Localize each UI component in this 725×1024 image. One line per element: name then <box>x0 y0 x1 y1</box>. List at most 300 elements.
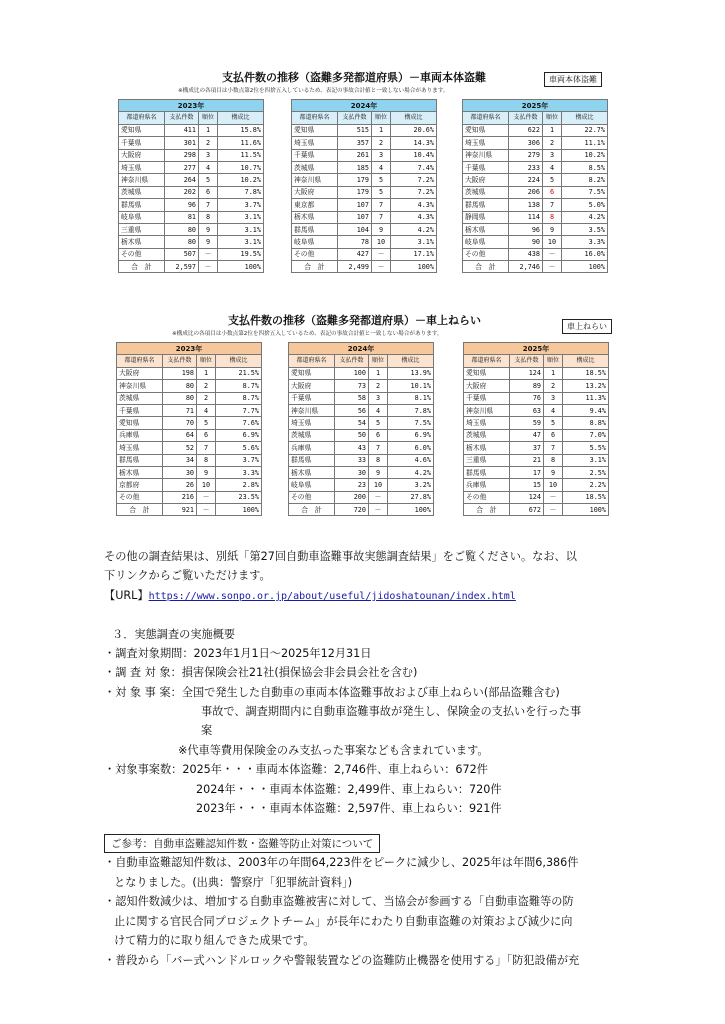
prefecture-cell: 京都府 <box>117 479 163 491</box>
case-count-2024: 2024年・・・車両本体盗難：2,499件、車上ねらい：720件 <box>196 783 502 796</box>
table-row <box>119 248 264 260</box>
ratio-cell: 7.8% <box>218 186 264 198</box>
column-header: 構成比 <box>563 355 609 367</box>
table-row <box>292 248 437 260</box>
ratio-cell: 4.2% <box>391 223 437 235</box>
count-cell: 224 <box>509 174 543 186</box>
ratio-cell: 100% <box>388 504 434 516</box>
table-row <box>292 174 437 186</box>
column-header: 構成比 <box>391 112 437 124</box>
prefecture-cell: 群馬県 <box>289 454 335 466</box>
table-row <box>289 504 434 516</box>
reference-item1-line1: ・自動車盗難認知件数は、2003年の年間64,223件をピークに減少し、2025年は年間6,386件 <box>104 856 579 869</box>
table-row <box>119 137 264 149</box>
rank-cell: 10 <box>544 479 563 491</box>
column-header: 都道府県名 <box>463 112 509 124</box>
ratio-cell: 100% <box>216 504 262 516</box>
table-row <box>117 504 262 516</box>
column-header: 支払件数 <box>338 112 372 124</box>
reference-item2-line1: ・認知件数減少は、増加する自動車盗難被害に対して、当協会が参画する「自動車盗難等の防 <box>104 895 574 908</box>
prefecture-cell: 大阪府 <box>464 380 510 392</box>
prefecture-cell: 千葉県 <box>119 137 165 149</box>
table-row <box>464 479 609 491</box>
table-row <box>289 429 434 441</box>
rank-cell: 7 <box>369 442 388 454</box>
ratio-cell: 5.5% <box>563 442 609 454</box>
rank-cell: － <box>372 248 391 260</box>
section1-note: ※構成比の各項目は小数点第2位を四捨五入しているため、表記の事故合計値と一致しない場合があります。 <box>178 88 449 94</box>
prefecture-cell: 愛知県 <box>119 124 165 136</box>
table-row <box>117 380 262 392</box>
table-row <box>463 223 608 235</box>
count-cell: 306 <box>509 137 543 149</box>
table-row <box>289 442 434 454</box>
ratio-cell: 8.5% <box>562 161 608 173</box>
table-row <box>464 417 609 429</box>
rank-cell: 4 <box>369 404 388 416</box>
table-row <box>292 199 437 211</box>
ratio-cell: 3.1% <box>391 236 437 248</box>
prefecture-cell: 岐阜県 <box>289 479 335 491</box>
rank-cell: 9 <box>369 466 388 478</box>
count-cell: 438 <box>509 248 543 260</box>
prefecture-cell: 茨城県 <box>463 186 509 198</box>
ratio-cell: 27.8% <box>388 491 434 503</box>
count-cell: 179 <box>338 186 372 198</box>
prefecture-cell: 群馬県 <box>463 199 509 211</box>
rank-cell: 2 <box>543 137 562 149</box>
prefecture-cell: 静岡県 <box>463 211 509 223</box>
survey-cases-line1: ・対 象 事 案：全国で発生した自動車の車両本体盗難事故および車上ねらい(部品盗難含む) <box>104 686 560 699</box>
rank-cell: 5 <box>372 174 391 186</box>
prefecture-cell: 栃木県 <box>463 223 509 235</box>
rank-cell: 8 <box>197 454 216 466</box>
count-cell: 206 <box>509 186 543 198</box>
rank-cell: 7 <box>543 199 562 211</box>
rank-cell: 3 <box>372 149 391 161</box>
rank-cell: 2 <box>197 380 216 392</box>
rank-cell: 9 <box>543 223 562 235</box>
rank-cell: － <box>543 261 562 273</box>
column-header: 構成比 <box>218 112 264 124</box>
prefecture-cell: 茨城県 <box>289 429 335 441</box>
table-row <box>292 211 437 223</box>
ratio-cell: 11.3% <box>563 392 609 404</box>
section2-note: ※構成比の各項目は小数点第2位を四捨五入しているため、表記の事故合計値と一致しない場合があります。 <box>172 331 443 337</box>
ratio-cell: 4.2% <box>562 211 608 223</box>
column-header: 都道府県名 <box>289 355 335 367</box>
count-cell: 17 <box>510 466 544 478</box>
table-row <box>117 454 262 466</box>
count-cell: 58 <box>335 392 369 404</box>
rank-cell: － <box>543 248 562 260</box>
table-row <box>119 236 264 248</box>
table-break-in-2023 <box>116 342 262 516</box>
count-cell: 921 <box>163 504 197 516</box>
count-cell: 34 <box>163 454 197 466</box>
prefecture-cell: 群馬県 <box>464 466 510 478</box>
ratio-cell: 18.5% <box>563 367 609 379</box>
prefecture-cell: 三重県 <box>119 223 165 235</box>
rank-cell: 1 <box>199 124 218 136</box>
para-other-results-line2: 下リンクからご覧いただけます。 <box>104 569 271 582</box>
case-count-2025: 2025年・・・車両本体盗難：2,746件、車上ねらい：672件 <box>182 763 488 776</box>
ratio-cell: 100% <box>218 261 264 273</box>
column-header: 順位 <box>197 355 216 367</box>
section1-title: 支払件数の推移（盗難多発都道府県）－車両本体盗難 <box>222 71 486 84</box>
section2-tag: 車上ねらい <box>562 319 612 334</box>
count-cell: 80 <box>165 236 199 248</box>
count-cell: 96 <box>165 199 199 211</box>
count-cell: 70 <box>163 417 197 429</box>
reference-item1-line2: となりました。(出典：警察庁「犯罪統計資料」) <box>114 876 353 889</box>
prefecture-cell: 群馬県 <box>292 223 338 235</box>
prefecture-cell: 埼玉県 <box>289 417 335 429</box>
count-cell: 216 <box>163 491 197 503</box>
count-cell: 277 <box>165 161 199 173</box>
rank-cell: 8 <box>543 211 562 223</box>
prefecture-cell: 岐阜県 <box>292 236 338 248</box>
count-cell: 124 <box>510 491 544 503</box>
count-cell: 76 <box>510 392 544 404</box>
rank-cell: 3 <box>544 392 563 404</box>
rank-cell: － <box>197 504 216 516</box>
stats-table <box>291 99 437 273</box>
count-cell: 50 <box>335 429 369 441</box>
ratio-cell: 9.4% <box>563 404 609 416</box>
table-row <box>463 261 608 273</box>
table-row <box>463 199 608 211</box>
rank-cell: 7 <box>197 442 216 454</box>
ratio-cell: 21.5% <box>216 367 262 379</box>
stats-table <box>463 342 609 516</box>
table-row <box>117 404 262 416</box>
column-header: 順位 <box>372 112 391 124</box>
survey-cases-note: ※代車等費用保険金のみ支払った事案なども含まれています。 <box>178 744 489 757</box>
rank-cell: － <box>199 261 218 273</box>
prefecture-cell: 愛知県 <box>463 124 509 136</box>
table-row <box>119 149 264 161</box>
rank-cell: 8 <box>544 454 563 466</box>
rank-cell: 9 <box>199 223 218 235</box>
ratio-cell: 8.2% <box>562 174 608 186</box>
count-cell: 59 <box>510 417 544 429</box>
url-link[interactable]: https://www.sonpo.or.jp/about/useful/jidoshatounan/index.html <box>148 591 516 602</box>
prefecture-cell: 群馬県 <box>119 199 165 211</box>
column-header: 支払件数 <box>335 355 369 367</box>
ratio-cell: 11.6% <box>218 137 264 149</box>
count-cell: 15 <box>510 479 544 491</box>
url-label: 【URL】 <box>104 589 149 602</box>
rank-cell: 6 <box>199 186 218 198</box>
ratio-cell: 23.5% <box>216 491 262 503</box>
table-row <box>463 174 608 186</box>
count-cell: 90 <box>509 236 543 248</box>
rank-cell: － <box>544 491 563 503</box>
rank-cell: 2 <box>369 380 388 392</box>
rank-cell: 5 <box>543 174 562 186</box>
rank-cell: 9 <box>197 466 216 478</box>
prefecture-cell: 兵庫県 <box>464 479 510 491</box>
ratio-cell: 7.2% <box>391 186 437 198</box>
count-cell: 73 <box>335 380 369 392</box>
section3-heading: ３．実態調査の実施概要 <box>112 628 236 641</box>
table-row <box>292 236 437 248</box>
rank-cell: 10 <box>369 479 388 491</box>
rank-cell: 10 <box>197 479 216 491</box>
rank-cell: 6 <box>543 186 562 198</box>
survey-cases-line2: 事故で、調査期間内に自動車盗難事故が発生し、保険金の支払いを行った事 <box>201 705 582 718</box>
rank-cell: － <box>197 491 216 503</box>
prefecture-cell: 栃木県 <box>119 236 165 248</box>
rank-cell: 7 <box>199 199 218 211</box>
rank-cell: 9 <box>199 236 218 248</box>
rank-cell: － <box>369 504 388 516</box>
ratio-cell: 3.5% <box>562 223 608 235</box>
prefecture-cell: 三重県 <box>464 454 510 466</box>
ratio-cell: 10.2% <box>562 149 608 161</box>
prefecture-cell: 栃木県 <box>289 466 335 478</box>
url-line <box>104 587 516 607</box>
table-row <box>289 380 434 392</box>
prefecture-cell: その他 <box>289 491 335 503</box>
count-cell: 114 <box>509 211 543 223</box>
prefecture-cell: 埼玉県 <box>292 137 338 149</box>
count-cell: 233 <box>509 161 543 173</box>
count-cell: 279 <box>509 149 543 161</box>
table-year-header: 2024年 <box>289 343 434 355</box>
table-row <box>117 429 262 441</box>
prefecture-cell: 兵庫県 <box>289 442 335 454</box>
ratio-cell: 8.7% <box>216 380 262 392</box>
table-row <box>289 491 434 503</box>
count-cell: 96 <box>509 223 543 235</box>
ratio-cell: 2.2% <box>563 479 609 491</box>
table-year-header: 2024年 <box>292 100 437 112</box>
table-row <box>463 211 608 223</box>
count-cell: 54 <box>335 417 369 429</box>
table-row <box>464 404 609 416</box>
count-cell: 23 <box>335 479 369 491</box>
table-row <box>289 479 434 491</box>
case-counts-line1 <box>104 761 488 780</box>
rank-cell: 7 <box>544 442 563 454</box>
ratio-cell: 7.5% <box>388 417 434 429</box>
ratio-cell: 13.9% <box>388 367 434 379</box>
count-cell: 21 <box>510 454 544 466</box>
prefecture-cell: 東京都 <box>292 199 338 211</box>
ratio-cell: 16.0% <box>562 248 608 260</box>
table-row <box>292 261 437 273</box>
ratio-cell: 7.2% <box>391 174 437 186</box>
ratio-cell: 100% <box>391 261 437 273</box>
column-header: 順位 <box>544 355 563 367</box>
count-cell: 37 <box>510 442 544 454</box>
ratio-cell: 2.8% <box>216 479 262 491</box>
count-cell: 198 <box>163 367 197 379</box>
prefecture-cell: 栃木県 <box>292 211 338 223</box>
table-break-in-2024 <box>288 342 434 516</box>
rank-cell: 4 <box>544 404 563 416</box>
count-cell: 264 <box>165 174 199 186</box>
rank-cell: 2 <box>372 137 391 149</box>
prefecture-cell: その他 <box>464 491 510 503</box>
section1-tag: 車両本体盗難 <box>544 72 602 87</box>
count-cell: 30 <box>163 466 197 478</box>
count-cell: 30 <box>335 466 369 478</box>
table-row <box>119 223 264 235</box>
ratio-cell: 3.7% <box>218 199 264 211</box>
column-header: 支払件数 <box>165 112 199 124</box>
prefecture-cell: 埼玉県 <box>119 161 165 173</box>
prefecture-cell: 埼玉県 <box>117 442 163 454</box>
table-row <box>289 392 434 404</box>
prefecture-cell: 大阪府 <box>463 174 509 186</box>
ratio-cell: 8.1% <box>388 392 434 404</box>
case-count-2023: 2023年・・・車両本体盗難：2,597件、車上ねらい：921件 <box>196 802 502 815</box>
prefecture-cell: 神奈川県 <box>463 149 509 161</box>
rank-cell: 5 <box>544 417 563 429</box>
count-cell: 622 <box>509 124 543 136</box>
table-row <box>464 392 609 404</box>
count-cell: 357 <box>338 137 372 149</box>
case-counts-label: ・対象事案数： <box>104 763 183 776</box>
table-row <box>464 442 609 454</box>
ratio-cell: 2.5% <box>563 466 609 478</box>
rank-cell: － <box>544 504 563 516</box>
rank-cell: 2 <box>197 392 216 404</box>
table-row <box>289 417 434 429</box>
stats-table <box>118 99 264 273</box>
prefecture-cell: 神奈川県 <box>119 174 165 186</box>
prefecture-cell: 岐阜県 <box>119 211 165 223</box>
rank-cell: 1 <box>372 124 391 136</box>
rank-cell: 2 <box>544 380 563 392</box>
prefecture-cell: 千葉県 <box>464 392 510 404</box>
ratio-cell: 18.5% <box>563 491 609 503</box>
table-row <box>292 124 437 136</box>
prefecture-cell: その他 <box>117 491 163 503</box>
column-header: 都道府県名 <box>119 112 165 124</box>
rank-cell: 1 <box>197 367 216 379</box>
rank-cell: － <box>369 491 388 503</box>
count-cell: 43 <box>335 442 369 454</box>
prefecture-cell: 大阪府 <box>117 367 163 379</box>
count-cell: 81 <box>165 211 199 223</box>
prefecture-cell: 大阪府 <box>292 186 338 198</box>
table-row <box>464 367 609 379</box>
prefecture-cell: 合 計 <box>117 504 163 516</box>
table-row <box>117 442 262 454</box>
count-cell: 107 <box>338 211 372 223</box>
reference-item2-line3: けて精力的に取り組んできた成果です。 <box>114 934 315 947</box>
rank-cell: 1 <box>543 124 562 136</box>
ratio-cell: 19.5% <box>218 248 264 260</box>
ratio-cell: 14.3% <box>391 137 437 149</box>
table-row <box>119 199 264 211</box>
table-row <box>117 466 262 478</box>
count-cell: 411 <box>165 124 199 136</box>
ratio-cell: 6.9% <box>216 429 262 441</box>
ratio-cell: 7.5% <box>562 186 608 198</box>
prefecture-cell: 埼玉県 <box>464 417 510 429</box>
prefecture-cell: 合 計 <box>289 504 335 516</box>
prefecture-cell: 大阪府 <box>289 380 335 392</box>
rank-cell: － <box>372 261 391 273</box>
ratio-cell: 11.1% <box>562 137 608 149</box>
count-cell: 26 <box>163 479 197 491</box>
column-header: 構成比 <box>216 355 262 367</box>
ratio-cell: 6.0% <box>388 442 434 454</box>
table-theft-2023 <box>118 99 264 273</box>
column-header: 都道府県名 <box>464 355 510 367</box>
count-cell: 71 <box>163 404 197 416</box>
prefecture-cell: 栃木県 <box>117 466 163 478</box>
ratio-cell: 7.6% <box>216 417 262 429</box>
prefecture-cell: 愛知県 <box>292 124 338 136</box>
count-cell: 80 <box>163 380 197 392</box>
section2-title: 支払件数の推移（盗難多発都道府県）－車上ねらい <box>228 314 481 327</box>
rank-cell: 10 <box>543 236 562 248</box>
count-cell: 298 <box>165 149 199 161</box>
column-header: 都道府県名 <box>292 112 338 124</box>
count-cell: 104 <box>338 223 372 235</box>
count-cell: 261 <box>338 149 372 161</box>
count-cell: 47 <box>510 429 544 441</box>
count-cell: 78 <box>338 236 372 248</box>
column-header: 順位 <box>199 112 218 124</box>
table-row <box>463 124 608 136</box>
table-row <box>289 466 434 478</box>
rank-cell: 5 <box>369 417 388 429</box>
prefecture-cell: 栃木県 <box>464 442 510 454</box>
reference-box-title: ご参考：自動車盗難認知件数・盗難等防止対策について <box>104 834 380 853</box>
column-header: 構成比 <box>562 112 608 124</box>
ratio-cell: 10.4% <box>391 149 437 161</box>
rank-cell: 1 <box>369 367 388 379</box>
table-year-header: 2025年 <box>464 343 609 355</box>
table-row <box>463 137 608 149</box>
table-row <box>119 211 264 223</box>
stats-table <box>462 99 608 273</box>
ratio-cell: 3.1% <box>218 211 264 223</box>
rank-cell: 2 <box>199 137 218 149</box>
count-cell: 33 <box>335 454 369 466</box>
prefecture-cell: 茨城県 <box>292 161 338 173</box>
prefecture-cell: その他 <box>292 248 338 260</box>
prefecture-cell: 埼玉県 <box>463 137 509 149</box>
count-cell: 185 <box>338 161 372 173</box>
table-row <box>119 186 264 198</box>
count-cell: 138 <box>509 199 543 211</box>
ratio-cell: 3.7% <box>216 454 262 466</box>
rank-cell: 5 <box>372 186 391 198</box>
count-cell: 89 <box>510 380 544 392</box>
prefecture-cell: 大阪府 <box>119 149 165 161</box>
prefecture-cell: その他 <box>463 248 509 260</box>
table-year-header: 2023年 <box>119 100 264 112</box>
table-row <box>292 161 437 173</box>
ratio-cell: 4.6% <box>388 454 434 466</box>
rank-cell: 3 <box>369 392 388 404</box>
ratio-cell: 11.5% <box>218 149 264 161</box>
column-header: 都道府県名 <box>117 355 163 367</box>
count-cell: 301 <box>165 137 199 149</box>
table-row <box>464 380 609 392</box>
ratio-cell: 7.4% <box>391 161 437 173</box>
rank-cell: 6 <box>197 429 216 441</box>
ratio-cell: 4.3% <box>391 199 437 211</box>
